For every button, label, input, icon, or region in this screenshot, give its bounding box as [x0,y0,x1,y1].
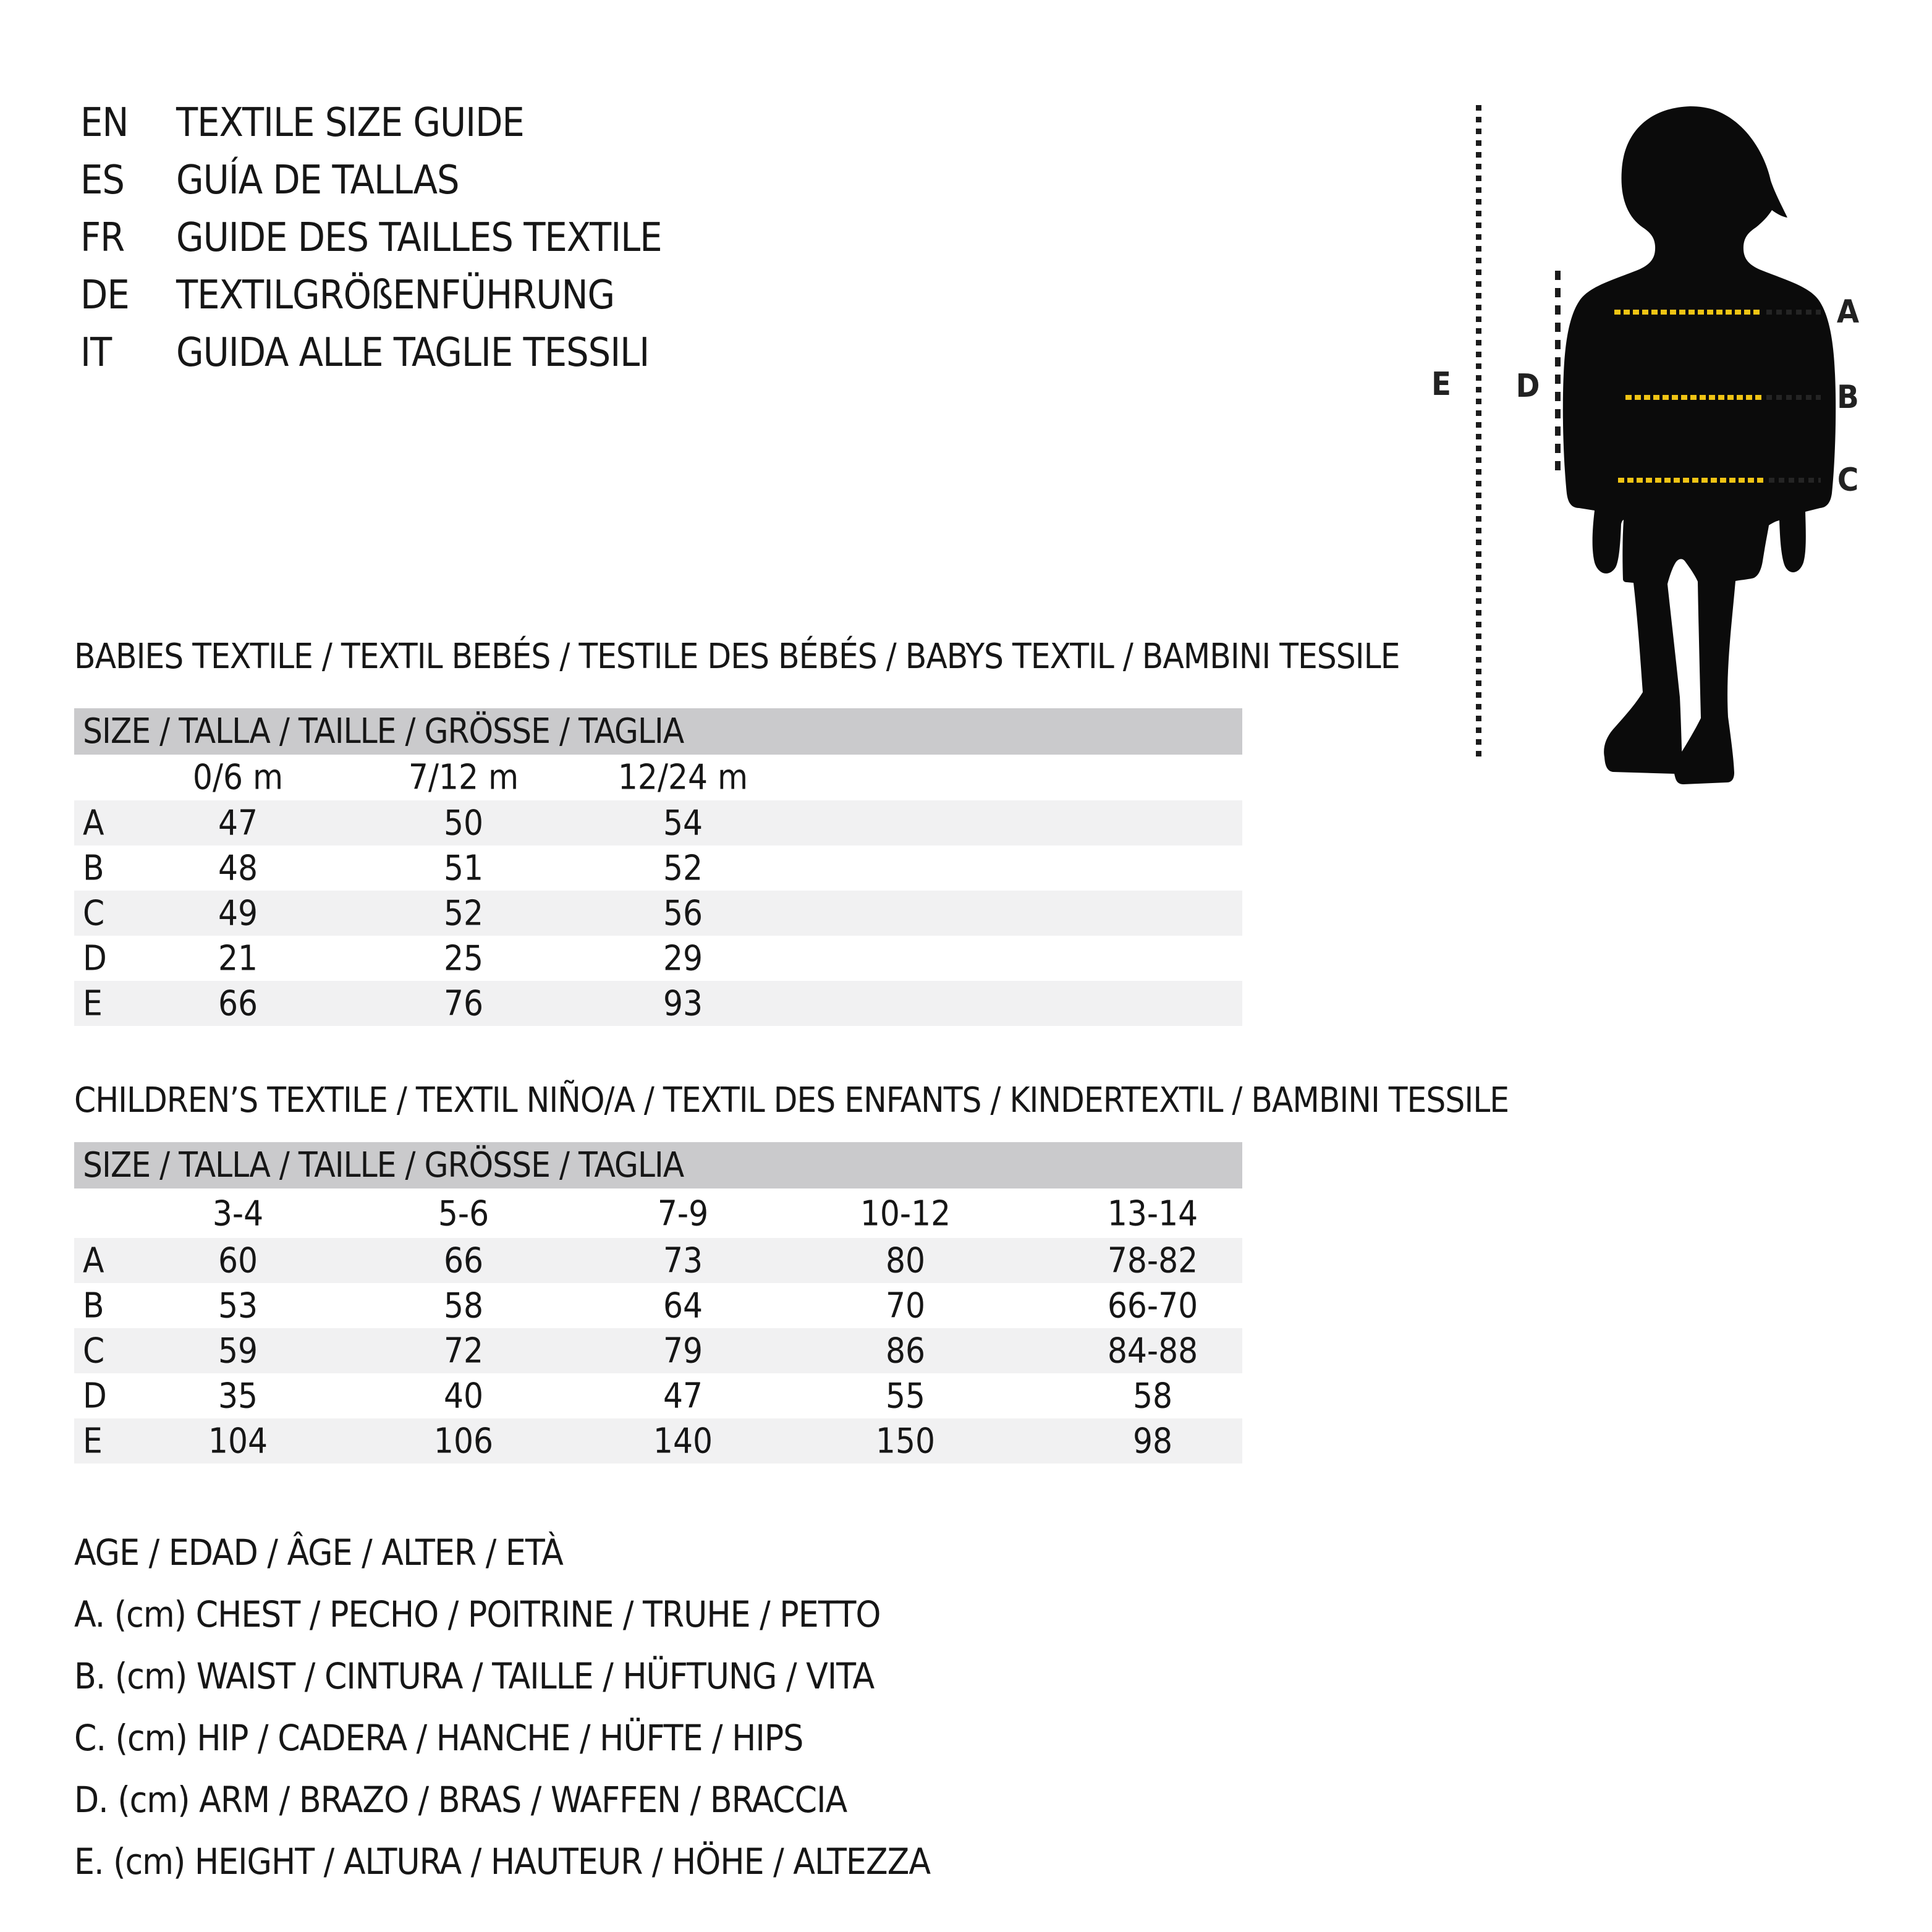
language-title: TEXTILGRÖßENFÜHRUNG [176,272,615,318]
table-cell: 29 [663,938,703,978]
table-row [74,800,1242,845]
table-cell: 98 [1132,1421,1173,1461]
legend-waist-line: B. (cm) WAIST / CINTURA / TAILLE / HÜFTUNG / VITA [74,1655,875,1697]
hip-line-c-yellow [1618,478,1765,483]
table-cell: 86 [885,1331,926,1371]
table-cell: 66 [218,983,258,1023]
table-cell: 58 [1132,1376,1173,1416]
table-cell: 64 [663,1286,703,1326]
table-cell: 84-88 [1107,1331,1198,1371]
language-code: DE [80,272,129,318]
table-cell: 79 [663,1331,703,1371]
table-cell: 53 [218,1286,258,1326]
language-code: FR [80,214,125,261]
language-row-de [80,266,662,324]
table-cell: 140 [653,1421,713,1461]
babies-column-label: 7/12 m [408,757,519,798]
table-row [74,981,1242,1026]
table-cell: 50 [443,803,484,843]
measurement-legend [74,1522,930,1892]
row-label: E [83,1421,103,1461]
waist-line-b-leader [1766,395,1821,400]
table-cell: 60 [218,1240,258,1281]
waist-line-b-yellow [1625,395,1763,400]
legend-height-line: E. (cm) HEIGHT / ALTURA / HAUTEUR / HÖHE / ALTEZZA [74,1841,931,1883]
row-label: C [83,893,105,933]
hip-line-c-leader [1769,478,1821,483]
table-cell: 66 [443,1240,484,1281]
row-label: D [83,1376,107,1416]
chest-line-a-leader [1766,310,1821,315]
language-row-it [80,324,662,381]
table-cell: 47 [663,1376,703,1416]
table-cell: 150 [875,1421,936,1461]
table-row [74,1373,1242,1418]
table-row [74,891,1242,936]
table-cell: 49 [218,893,258,933]
legend-chest-line: A. (cm) CHEST / PECHO / POITRINE / TRUHE / PETTO [74,1593,881,1635]
row-label: C [83,1331,105,1371]
children-section-title: CHILDREN’S TEXTILE / TEXTIL NIÑO/A / TEXTIL DES ENFANTS / KINDERTEXTIL / BAMBINI TESSILE [74,1080,1509,1121]
table-row [74,936,1242,981]
legend-arm-line: D. (cm) ARM / BRAZO / BRAS / WAFFEN / BRACCIA [74,1779,847,1821]
children-column-header-row [74,1190,1242,1238]
table-cell: 40 [443,1376,484,1416]
table-cell: 76 [443,983,484,1023]
legend-age-line: AGE / EDAD / ÂGE / ALTER / ETÀ [74,1532,563,1574]
child-silhouette-image [1409,93,1932,791]
children-column-label: 5-6 [438,1193,489,1234]
language-title: GUIDE DES TAILLES TEXTILE [176,214,662,261]
table-cell: 73 [663,1240,703,1281]
measurement-diagram [1409,93,1932,791]
language-row-fr [80,209,662,266]
table-cell: 51 [443,848,484,888]
table-cell: 54 [663,803,703,843]
language-code: ES [80,157,124,203]
children-table-body [74,1238,1242,1464]
children-column-label: 10-12 [860,1193,951,1234]
babies-table-body [74,800,1242,1026]
row-label: A [83,803,104,843]
table-row [74,1328,1242,1373]
table-cell: 52 [443,893,484,933]
table-cell: 48 [218,848,258,888]
table-cell: 72 [443,1331,484,1371]
table-cell: 25 [443,938,484,978]
babies-column-label: 0/6 m [192,757,284,798]
table-cell: 35 [218,1376,258,1416]
table-row [74,1418,1242,1464]
children-column-label: 13-14 [1107,1193,1198,1234]
measure-label-a: A [1836,294,1860,331]
table-cell: 59 [218,1331,258,1371]
table-cell: 21 [218,938,258,978]
row-label: B [83,848,104,888]
measure-label-c: C [1837,462,1859,499]
row-label: A [83,1240,104,1281]
table-cell: 106 [433,1421,494,1461]
language-title: GUÍA DE TALLAS [176,157,459,203]
arm-guide-line-d [1555,271,1561,472]
language-title: GUIDA ALLE TAGLIE TESSILI [176,329,650,376]
table-row [74,1283,1242,1328]
language-code: EN [80,100,129,146]
babies-size-header-bar: SIZE / TALLA / TAILLE / GRÖSSE / TAGLIA [74,708,1242,755]
language-title: TEXTILE SIZE GUIDE [176,100,524,146]
table-cell: 55 [885,1376,926,1416]
language-code: IT [80,329,112,376]
children-column-label: 3-4 [212,1193,264,1234]
legend-hip-line: C. (cm) HIP / CADERA / HANCHE / HÜFTE / HIPS [74,1717,803,1759]
babies-column-label: 12/24 m [617,757,748,798]
chest-line-a-yellow [1614,310,1760,315]
table-row [74,845,1242,891]
language-row-es [80,151,662,209]
measure-label-e: E [1431,366,1451,403]
table-cell: 78-82 [1107,1240,1198,1281]
measure-label-d: D [1515,368,1540,405]
measure-label-b: B [1837,379,1859,416]
table-cell: 70 [885,1286,926,1326]
table-cell: 47 [218,803,258,843]
table-cell: 58 [443,1286,484,1326]
row-label: D [83,938,107,978]
table-cell: 66-70 [1107,1286,1198,1326]
language-row-en [80,94,662,151]
children-size-header-bar: SIZE / TALLA / TAILLE / GRÖSSE / TAGLIA [74,1142,1242,1188]
table-cell: 93 [663,983,703,1023]
row-label: B [83,1286,104,1326]
children-column-label: 7-9 [657,1193,709,1234]
row-label: E [83,983,103,1023]
height-guide-line-e [1476,105,1481,761]
table-row [74,1238,1242,1283]
table-cell: 80 [885,1240,926,1281]
child-silhouette-path [1563,106,1836,784]
language-title-list [80,94,662,381]
table-cell: 56 [663,893,703,933]
babies-section-title: BABIES TEXTILE / TEXTIL BEBÉS / TESTILE DES BÉBÉS / BABYS TEXTIL / BAMBINI TESSILE [74,637,1400,677]
table-cell: 104 [208,1421,268,1461]
table-cell: 52 [663,848,703,888]
babies-column-header-row [74,755,1242,800]
